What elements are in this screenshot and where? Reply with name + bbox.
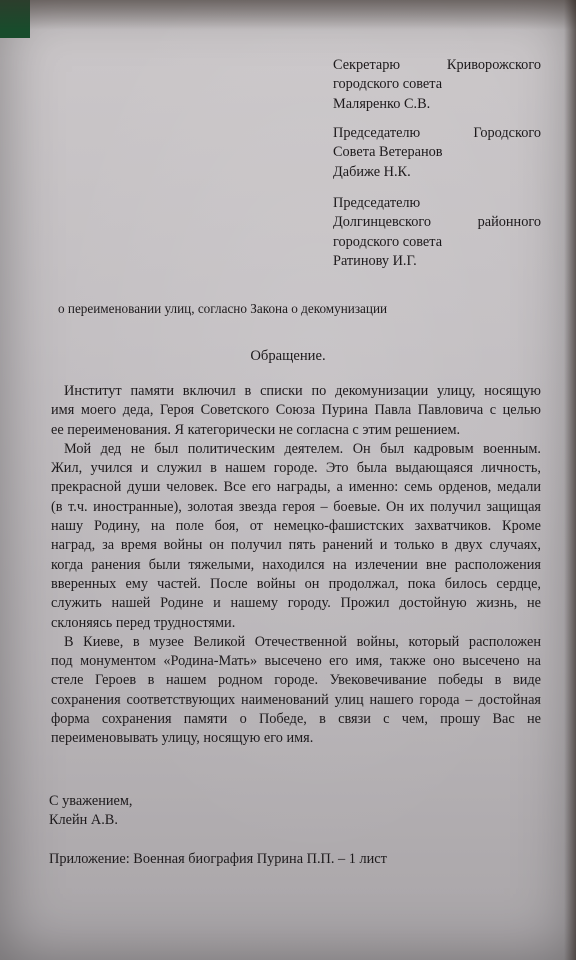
closing-greeting: С уважением, bbox=[49, 793, 133, 809]
right-shadow bbox=[564, 0, 576, 960]
body-line: вверенных ему частей. После войны он продолжал, пока билось сердце, bbox=[51, 575, 541, 592]
body-line: стеле Героев в нашем родном городе. Увековечивание победы в виде bbox=[51, 672, 541, 689]
body-line: В Киеве, в музее Великой Отечественной войны, который расположен bbox=[64, 633, 541, 650]
addressee-name: Дабиже Н.К. bbox=[333, 163, 411, 180]
body-line: имя моего деда, Героя Советского Союза Пурина Павла Павловича с целью bbox=[51, 402, 541, 419]
body-line: форма сохранения памяти о Победе, в связи с чем, прошу Вас не bbox=[51, 711, 541, 728]
letter-body bbox=[51, 382, 541, 749]
attachment-note: Приложение: Военная биография Пурина П.П. – 1 лист bbox=[49, 851, 387, 867]
addressee-line: Председателю bbox=[333, 195, 421, 211]
addressee-line bbox=[333, 213, 541, 232]
body-line: (в т.ч. иностранные), золотая звезда героя – боевые. Он их получил защищая bbox=[51, 498, 541, 515]
body-line: склоняясь перед трудностями. bbox=[51, 614, 236, 631]
body-line: Мой дед не был политическим деятелем. Он был кадровым военным. bbox=[64, 440, 541, 457]
letter-heading: Обращение. bbox=[250, 348, 326, 364]
body-line: наград, за время войны он получил пять ранений и только в двух случаях, bbox=[51, 537, 541, 554]
body-line: под монументом «Родина-Мать» высечено его имя, также оно высечено на bbox=[51, 653, 541, 670]
body-line: ее переименования. Я категорически не согласна с этим решением. bbox=[51, 421, 461, 438]
addressee-word: Криворожского bbox=[446, 57, 541, 73]
addressee-name: Маляренко С.В. bbox=[333, 95, 431, 112]
body-line: когда ранения были тяжелыми, находился на излечении вне расположения bbox=[51, 556, 541, 573]
body-line: нашу Родину, на поле боя, от немецко-фашистских захватчиков. Кроме bbox=[51, 518, 541, 535]
body-line: Институт памяти включил в списки по декомунизации улицу, носящую bbox=[64, 383, 541, 399]
addressee-block-2 bbox=[333, 124, 541, 182]
addressee-line bbox=[333, 56, 541, 75]
addressee-word: Председателю bbox=[333, 125, 421, 141]
addressee-name: Ратинову И.Г. bbox=[333, 252, 417, 269]
closing-block bbox=[49, 792, 132, 831]
body-line: Жил, учился и служил в нашем городе. Это была выдающаяся личность, bbox=[51, 460, 541, 477]
addressee-word: Долгинцевского bbox=[333, 214, 432, 231]
addressee-word: Секретарю bbox=[333, 57, 401, 73]
addressee-line: городского совета bbox=[333, 76, 443, 93]
addressee-line bbox=[333, 124, 541, 143]
addressee-line: Совета Ветеранов bbox=[333, 144, 443, 161]
body-line: сохранения соответствующих наименований улиц нашего города – достойная bbox=[51, 691, 541, 708]
addressee-word: Городского bbox=[473, 125, 541, 141]
signer-name: Клейн А.В. bbox=[49, 812, 118, 829]
body-line: служить нашей Родине и нашему городу. Прожил достойную жизнь, не bbox=[51, 595, 541, 612]
addressee-block-1 bbox=[333, 56, 541, 114]
addressee-block-3 bbox=[333, 194, 541, 271]
addressee-word: районного bbox=[477, 214, 541, 231]
top-shadow bbox=[0, 0, 576, 30]
letter-subject: о переименовании улиц, согласно Закона о декомунизации bbox=[58, 301, 388, 316]
body-line: переименовывать улицу, носящую его имя. bbox=[51, 730, 314, 747]
addressee-line: городского совета bbox=[333, 233, 443, 250]
body-line: прекрасной души человек. Все его награды, а именно: семь орденов, медали bbox=[51, 479, 541, 496]
